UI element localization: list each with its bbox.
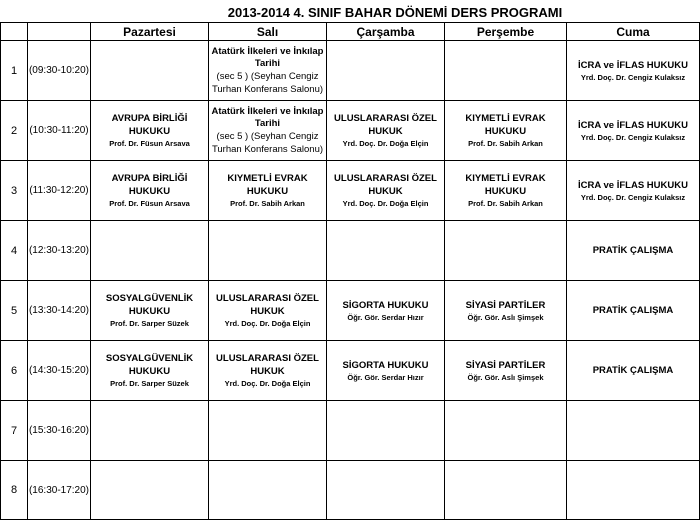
period-time: (12:30-13:20) bbox=[28, 221, 91, 281]
course-name: SOSYALGÜVENLİK HUKUKU bbox=[105, 293, 194, 317]
slot-friday bbox=[567, 461, 700, 520]
course-note: (sec 5 ) (Seyhan Cengiz Turhan Konferans Salonu) bbox=[211, 70, 324, 95]
course-name: Atatürk İlkeleri ve İnkılap Tarihi bbox=[211, 45, 324, 69]
instructor-name: Yrd. Doç. Dr. Cengiz Kulaksız bbox=[580, 192, 686, 202]
course-name: AVRUPA BİRLİĞİ HUKUKU bbox=[111, 173, 188, 197]
period-number: 6 bbox=[1, 341, 28, 401]
slot-wednesday bbox=[327, 281, 445, 341]
schedule-body bbox=[1, 41, 700, 520]
course-name: SİGORTA HUKUKU bbox=[342, 299, 429, 311]
slot-monday bbox=[91, 341, 209, 401]
period-number: 5 bbox=[1, 281, 28, 341]
slot-thursday bbox=[445, 221, 567, 281]
slot-friday bbox=[567, 341, 700, 401]
slot-tuesday bbox=[209, 41, 327, 101]
instructor-name: Prof. Dr. Sabih Arkan bbox=[468, 139, 543, 148]
header-row bbox=[1, 23, 700, 41]
slot-friday bbox=[567, 101, 700, 161]
corner-cell-2 bbox=[28, 23, 91, 41]
schedule-table bbox=[0, 22, 700, 520]
slot-monday bbox=[91, 461, 209, 520]
table-row bbox=[1, 341, 700, 401]
instructor-name: Prof. Dr. Sarper Süzek bbox=[110, 319, 189, 328]
instructor-name: Prof. Dr. Sabih Arkan bbox=[468, 199, 543, 208]
course-note: (sec 5 ) (Seyhan Cengiz Turhan Konferans Salonu) bbox=[211, 130, 324, 155]
instructor-name: Öğr. Gör. Serdar Hızır bbox=[347, 312, 424, 322]
slot-wednesday bbox=[327, 461, 445, 520]
day-header-thursday: Perşembe bbox=[445, 23, 567, 41]
slot-tuesday bbox=[209, 401, 327, 461]
course-name: AVRUPA BİRLİĞİ HUKUKU bbox=[111, 113, 188, 137]
slot-friday bbox=[567, 221, 700, 281]
slot-wednesday bbox=[327, 401, 445, 461]
period-time: (10:30-11:20) bbox=[28, 101, 91, 161]
slot-tuesday bbox=[209, 221, 327, 281]
course-name: Atatürk İlkeleri ve İnkılap Tarihi bbox=[211, 105, 324, 129]
period-time: (16:30-17:20) bbox=[28, 461, 91, 520]
period-number: 7 bbox=[1, 401, 28, 461]
table-row bbox=[1, 41, 700, 101]
slot-thursday bbox=[445, 401, 567, 461]
day-header-wednesday: Çarşamba bbox=[327, 23, 445, 41]
slot-thursday bbox=[445, 161, 567, 221]
slot-thursday bbox=[445, 461, 567, 520]
course-name: SİYASİ PARTİLER bbox=[465, 299, 546, 311]
slot-tuesday bbox=[209, 461, 327, 520]
course-name: İCRA ve İFLAS HUKUKU bbox=[578, 59, 688, 71]
instructor-name: Öğr. Gör. Aslı Şimşek bbox=[467, 312, 544, 322]
slot-wednesday bbox=[327, 221, 445, 281]
course-name: ULUSLARARASI ÖZEL HUKUK bbox=[216, 353, 319, 377]
period-number: 4 bbox=[1, 221, 28, 281]
period-time: (14:30-15:20) bbox=[28, 341, 91, 401]
period-time: (09:30-10:20) bbox=[28, 41, 91, 101]
slot-friday bbox=[567, 401, 700, 461]
course-name: İCRA ve İFLAS HUKUKU bbox=[578, 179, 688, 191]
course-name: ULUSLARARASI ÖZEL HUKUK bbox=[334, 113, 437, 137]
period-number: 8 bbox=[1, 461, 28, 520]
instructor-name: Prof. Dr. Sarper Süzek bbox=[110, 379, 189, 388]
instructor-name: Prof. Dr. Füsun Arsava bbox=[109, 199, 190, 208]
period-number: 1 bbox=[1, 41, 28, 101]
slot-thursday bbox=[445, 341, 567, 401]
course-name: İCRA ve İFLAS HUKUKU bbox=[578, 119, 688, 131]
slot-friday bbox=[567, 41, 700, 101]
table-row bbox=[1, 401, 700, 461]
instructor-name: Prof. Dr. Füsun Arsava bbox=[109, 139, 190, 148]
slot-monday bbox=[91, 281, 209, 341]
table-row bbox=[1, 221, 700, 281]
slot-monday bbox=[91, 161, 209, 221]
slot-friday bbox=[567, 281, 700, 341]
instructor-name: Yrd. Doç. Dr. Cengiz Kulaksız bbox=[580, 132, 686, 142]
period-number: 2 bbox=[1, 101, 28, 161]
course-name: PRATİK ÇALIŞMA bbox=[592, 305, 674, 316]
instructor-name: Yrd. Doç. Dr. Cengiz Kulaksız bbox=[580, 72, 686, 82]
period-time: (15:30-16:20) bbox=[28, 401, 91, 461]
course-name: PRATİK ÇALIŞMA bbox=[592, 365, 674, 376]
period-number: 3 bbox=[1, 161, 28, 221]
course-name: KIYMETLİ EVRAK HUKUKU bbox=[465, 173, 546, 197]
instructor-name: Prof. Dr. Sabih Arkan bbox=[230, 199, 305, 208]
course-name: ULUSLARARASI ÖZEL HUKUK bbox=[216, 293, 319, 317]
slot-monday bbox=[91, 41, 209, 101]
slot-monday bbox=[91, 401, 209, 461]
slot-thursday bbox=[445, 101, 567, 161]
slot-tuesday bbox=[209, 161, 327, 221]
period-time: (13:30-14:20) bbox=[28, 281, 91, 341]
slot-monday bbox=[91, 221, 209, 281]
slot-wednesday bbox=[327, 101, 445, 161]
table-row bbox=[1, 281, 700, 341]
slot-wednesday bbox=[327, 41, 445, 101]
slot-wednesday bbox=[327, 161, 445, 221]
day-header-tuesday: Salı bbox=[209, 23, 327, 41]
table-row bbox=[1, 161, 700, 221]
instructor-name: Öğr. Gör. Aslı Şimşek bbox=[467, 372, 544, 382]
day-header-friday: Cuma bbox=[567, 23, 700, 41]
table-row bbox=[1, 101, 700, 161]
instructor-name: Yrd. Doç. Dr. Doğa Elçin bbox=[224, 379, 311, 388]
course-name: SİYASİ PARTİLER bbox=[465, 359, 546, 371]
slot-tuesday bbox=[209, 101, 327, 161]
table-row bbox=[1, 461, 700, 520]
instructor-name: Yrd. Doç. Dr. Doğa Elçin bbox=[224, 319, 311, 328]
instructor-name: Öğr. Gör. Serdar Hızır bbox=[347, 372, 424, 382]
course-name: SİGORTA HUKUKU bbox=[342, 359, 429, 371]
course-name: PRATİK ÇALIŞMA bbox=[592, 245, 674, 256]
instructor-name: Yrd. Doç. Dr. Doğa Elçin bbox=[342, 199, 429, 208]
slot-thursday bbox=[445, 281, 567, 341]
course-name: KIYMETLİ EVRAK HUKUKU bbox=[227, 173, 308, 197]
slot-friday bbox=[567, 161, 700, 221]
period-time: (11:30-12:20) bbox=[28, 161, 91, 221]
page-title: 2013-2014 4. SINIF BAHAR DÖNEMİ DERS PROGRAMI bbox=[227, 5, 563, 20]
slot-thursday bbox=[445, 41, 567, 101]
slot-wednesday bbox=[327, 341, 445, 401]
instructor-name: Yrd. Doç. Dr. Doğa Elçin bbox=[342, 139, 429, 148]
day-header-monday: Pazartesi bbox=[91, 23, 209, 41]
course-name: SOSYALGÜVENLİK HUKUKU bbox=[105, 353, 194, 377]
slot-tuesday bbox=[209, 281, 327, 341]
corner-cell-1 bbox=[1, 23, 28, 41]
slot-tuesday bbox=[209, 341, 327, 401]
course-name: ULUSLARARASI ÖZEL HUKUK bbox=[334, 173, 437, 197]
slot-monday bbox=[91, 101, 209, 161]
course-name: KIYMETLİ EVRAK HUKUKU bbox=[465, 113, 546, 137]
